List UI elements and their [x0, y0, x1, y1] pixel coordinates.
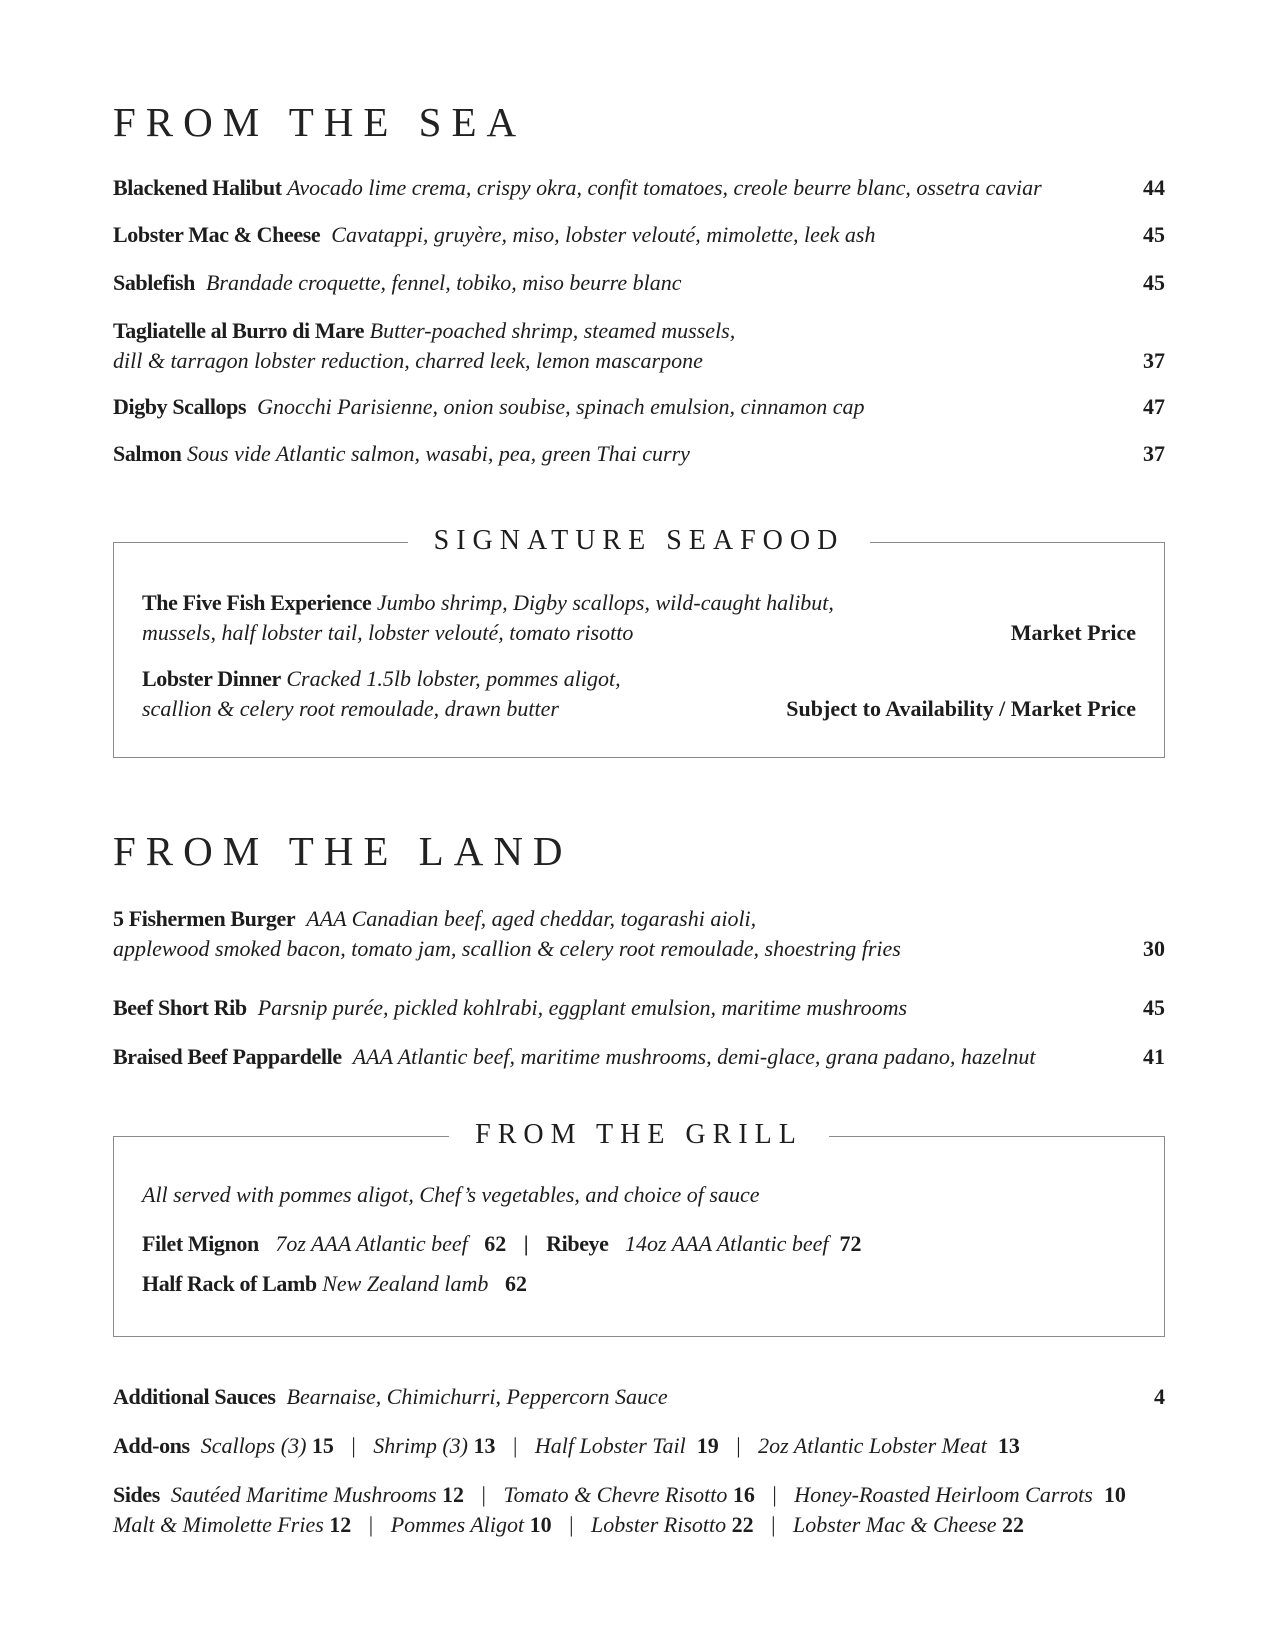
item-description: 14oz AAA Atlantic beef — [625, 1231, 829, 1256]
separator: | — [771, 1512, 776, 1537]
menu-item — [113, 904, 1165, 964]
menu-item — [113, 1042, 1165, 1072]
item-name: Ribeye — [546, 1231, 609, 1256]
item-price: Subject to Availability / Market Price — [786, 696, 1136, 721]
addon-name: Shrimp (3) — [373, 1433, 469, 1458]
item-price: 72 — [839, 1231, 862, 1256]
addon-price: 13 — [473, 1433, 496, 1458]
item-name: Braised Beef Pappardelle — [113, 1044, 342, 1069]
menu-item — [142, 664, 1136, 724]
side-name: Lobster Mac & Cheese — [793, 1512, 997, 1537]
section-title-land: FROM THE LAND — [113, 828, 573, 874]
addons-row — [113, 1431, 1165, 1461]
grill-items-row — [142, 1229, 1136, 1259]
item-price: 45 — [1143, 222, 1165, 247]
side-price: 22 — [731, 1512, 754, 1537]
menu-item — [113, 993, 1165, 1023]
side-name: Honey-Roasted Heirloom Carrots — [794, 1482, 1093, 1507]
separator: | — [523, 1231, 529, 1256]
item-description-line2: scallion & celery root remoulade, drawn butter — [142, 696, 559, 721]
item-name: Sablefish — [113, 270, 195, 295]
menu-item — [113, 316, 1165, 376]
item-description: Sous vide Atlantic salmon, wasabi, pea, green Thai curry — [187, 441, 690, 466]
menu-item — [113, 439, 1165, 469]
item-description-line2: applewood smoked bacon, tomato jam, scallion & celery root remoulade, shoestring fries — [113, 936, 901, 961]
item-name: Additional Sauces — [113, 1384, 276, 1409]
item-name: Half Rack of Lamb — [142, 1271, 317, 1296]
side-name: Lobster Risotto — [591, 1512, 727, 1537]
addon-price: 19 — [696, 1433, 719, 1458]
menu-item — [113, 173, 1165, 203]
item-price: Market Price — [1010, 620, 1136, 645]
sides-label: Sides — [113, 1482, 160, 1507]
menu-item — [113, 268, 1165, 298]
item-name: Beef Short Rib — [113, 995, 247, 1020]
menu-item — [113, 220, 1165, 250]
item-description: Butter-poached shrimp, steamed mussels, — [369, 318, 736, 343]
addon-name: Half Lobster Tail — [534, 1433, 686, 1458]
item-name: Lobster Dinner — [142, 666, 281, 691]
item-price: 37 — [1143, 441, 1165, 466]
item-description: Avocado lime crema, crispy okra, confit tomatoes, creole beurre blanc, ossetra caviar — [287, 175, 1042, 200]
item-description: New Zealand lamb — [322, 1271, 489, 1296]
sides-row — [113, 1480, 1165, 1540]
side-price: 10 — [529, 1512, 552, 1537]
item-price: 62 — [484, 1231, 507, 1256]
item-description: Jumbo shrimp, Digby scallops, wild-caught halibut, — [376, 590, 834, 615]
item-price: 45 — [1143, 995, 1165, 1020]
side-price: 16 — [732, 1482, 755, 1507]
side-price: 12 — [329, 1512, 352, 1537]
item-price: 4 — [1154, 1384, 1165, 1409]
item-description: 7oz AAA Atlantic beef — [275, 1231, 468, 1256]
item-description: Parsnip purée, pickled kohlrabi, eggplant emulsion, maritime mushrooms — [257, 995, 908, 1020]
item-description: Gnocchi Parisienne, onion soubise, spinach emulsion, cinnamon cap — [257, 394, 865, 419]
item-price: 62 — [504, 1271, 527, 1296]
side-name: Sautéed Maritime Mushrooms — [170, 1482, 437, 1507]
grill-note: All served with pommes aligot, Chef’s vegetables, and choice of sauce — [142, 1182, 760, 1207]
item-price: 41 — [1143, 1044, 1165, 1069]
section-title-sea: FROM THE SEA — [113, 99, 527, 145]
item-description: Brandade croquette, fennel, tobiko, miso beurre blanc — [205, 270, 682, 295]
addon-name: Scallops (3) — [200, 1433, 307, 1458]
item-price: 44 — [1143, 175, 1165, 200]
item-name: Digby Scallops — [113, 394, 247, 419]
item-description-line2: dill & tarragon lobster reduction, charred leek, lemon mascarpone — [113, 348, 703, 373]
signature-seafood-box — [113, 525, 1165, 758]
item-name: Lobster Mac & Cheese — [113, 222, 321, 247]
item-description: Bearnaise, Chimichurri, Peppercorn Sauce — [286, 1384, 668, 1409]
box-title-grill: FROM THE GRILL — [114, 1119, 1164, 1151]
from-the-grill-box — [113, 1119, 1165, 1337]
side-name: Tomato & Chevre Risotto — [503, 1482, 728, 1507]
item-description: AAA Atlantic beef, maritime mushrooms, demi-glace, grana padano, hazelnut — [352, 1044, 1036, 1069]
separator: | — [351, 1433, 356, 1458]
menu-item — [142, 588, 1136, 648]
item-name: Tagliatelle al Burro di Mare — [113, 318, 365, 343]
addons-label: Add-ons — [113, 1433, 190, 1458]
side-name: Malt & Mimolette Fries — [113, 1512, 324, 1537]
item-price: 47 — [1143, 394, 1165, 419]
addon-price: 13 — [997, 1433, 1020, 1458]
separator: | — [736, 1433, 741, 1458]
item-name: The Five Fish Experience — [142, 590, 372, 615]
separator: | — [481, 1482, 486, 1507]
item-price: 30 — [1143, 936, 1165, 961]
menu-item — [113, 392, 1165, 422]
item-description: Cracked 1.5lb lobster, pommes aligot, — [286, 666, 621, 691]
side-price: 10 — [1103, 1482, 1126, 1507]
item-price: 37 — [1143, 348, 1165, 373]
side-price: 22 — [1001, 1512, 1024, 1537]
item-name: Blackened Halibut — [113, 175, 282, 200]
separator: | — [513, 1433, 518, 1458]
separator: | — [569, 1512, 574, 1537]
separator: | — [368, 1512, 374, 1537]
item-name: Salmon — [113, 441, 182, 466]
addon-name: 2oz Atlantic Lobster Meat — [758, 1433, 987, 1458]
item-name: Filet Mignon — [142, 1231, 259, 1256]
item-name: 5 Fishermen Burger — [113, 906, 296, 931]
item-price: 45 — [1143, 270, 1165, 295]
additional-sauces-row — [113, 1382, 1165, 1412]
separator: | — [772, 1482, 777, 1507]
side-name: Pommes Aligot — [390, 1512, 525, 1537]
box-title-signature: SIGNATURE SEAFOOD — [114, 525, 1164, 557]
addon-price: 15 — [311, 1433, 334, 1458]
item-description: AAA Canadian beef, aged cheddar, togarashi aioli, — [306, 906, 757, 931]
grill-items-row — [142, 1269, 1136, 1299]
side-price: 12 — [442, 1482, 465, 1507]
item-description: Cavatappi, gruyère, miso, lobster velouté, mimolette, leek ash — [331, 222, 876, 247]
item-description-line2: mussels, half lobster tail, lobster velouté, tomato risotto — [142, 620, 634, 645]
